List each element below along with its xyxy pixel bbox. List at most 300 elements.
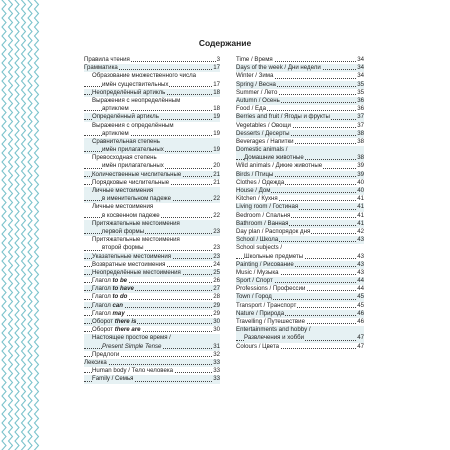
- toc-entry-label: [92, 220, 181, 228]
- toc-entry-text: Time / Время: [236, 56, 273, 63]
- toc-entry-text: Colours / Цвета: [236, 342, 280, 350]
- toc-entry-label: [92, 277, 128, 285]
- toc-entry-page: 34: [357, 56, 364, 63]
- toc-entry-page: 29: [213, 301, 220, 309]
- toc-entry-label: [102, 81, 169, 89]
- toc-entry-text: Winter / Зима: [236, 72, 274, 80]
- toc-entry-page: 41: [357, 211, 364, 219]
- toc-entry[interactable]: [236, 212, 364, 220]
- toc-entry[interactable]: [84, 277, 220, 285]
- toc-entry[interactable]: [236, 105, 364, 113]
- toc-entry-label: [102, 162, 165, 170]
- toc-entry-page: 40: [357, 178, 364, 186]
- toc-entry-text: Spring / Весна: [236, 80, 276, 88]
- toc-entry-text: имён прилагательных: [102, 146, 164, 154]
- toc-entry-text: Food / Еда: [236, 105, 266, 113]
- toc-entry-page: 47: [357, 342, 364, 350]
- toc-entry-label: [102, 244, 144, 252]
- toc-entry-page: 34: [357, 72, 364, 80]
- toc-entry-label: [92, 351, 120, 359]
- toc-entry-text: Оборот: [92, 326, 114, 334]
- toc-entry[interactable]: [236, 228, 364, 236]
- toc-entry-text: Глагол: [92, 309, 111, 317]
- toc-entry-page: 22: [213, 211, 220, 219]
- toc-entry-page: 35: [357, 88, 364, 96]
- toc-entry-text: Nature / Природа: [236, 309, 285, 317]
- toc-entry-text: Определённый артикль: [92, 113, 159, 121]
- toc-entry-text: Painting / Рисование: [236, 260, 294, 268]
- toc-entry-page: 18: [213, 105, 220, 113]
- toc-entry[interactable]: [84, 285, 220, 293]
- toc-entry-page: 43: [357, 268, 364, 276]
- toc-entry-text: в именительном падеже: [102, 195, 171, 203]
- toc-entry[interactable]: [84, 334, 220, 342]
- toc-entry-label: [236, 285, 306, 293]
- toc-entry-label: [92, 179, 170, 187]
- toc-entry-page: 45: [357, 293, 364, 301]
- toc-entry-text: Оборот: [92, 318, 114, 325]
- toc-entry-label: [92, 97, 181, 105]
- toc-entry-label: [92, 293, 128, 301]
- toc-entry-text: Entertainments and hobby /: [236, 326, 311, 334]
- toc-entry-label: [236, 162, 323, 170]
- toc-entry-label: [92, 138, 161, 146]
- toc-entry-text: Living room / Гостиная: [236, 203, 299, 211]
- toc-entry[interactable]: [236, 236, 364, 244]
- toc-entry-label: [236, 195, 279, 203]
- toc-entry-page: 47: [357, 334, 364, 342]
- toc-column-right: [236, 56, 364, 351]
- toc-entry-text: Порядковые числительные: [92, 178, 170, 186]
- toc-entry-page: 20: [213, 162, 220, 170]
- toc-entry-page: 39: [357, 170, 364, 178]
- toc-entry-keyword: to be: [112, 277, 128, 285]
- toc-entry[interactable]: [236, 326, 364, 334]
- toc-entry[interactable]: [236, 244, 364, 252]
- toc-entry-label: [236, 130, 291, 138]
- toc-entry-page: 17: [213, 64, 220, 72]
- toc-entry-page: 24: [213, 260, 220, 268]
- toc-entry-page: 43: [357, 252, 364, 260]
- toc-entry[interactable]: [236, 179, 364, 187]
- toc-entry-text: имён существительных: [102, 80, 169, 88]
- toc-entry-text: Возвратные местоимения: [92, 260, 166, 268]
- toc-entry-label: [102, 146, 165, 154]
- toc-entry-label: [236, 236, 279, 244]
- toc-entry-label: [236, 64, 322, 72]
- toc-entry-label: [92, 72, 197, 80]
- toc-entry[interactable]: [84, 97, 220, 105]
- toc-entry-text: артиклем: [102, 129, 129, 137]
- toc-entry-label: [92, 154, 158, 162]
- toc-entry-label: [236, 228, 311, 236]
- toc-entry-text: Summer / Лето: [236, 88, 278, 96]
- toc-entry[interactable]: [236, 146, 364, 154]
- toc-entry-page: 38: [357, 154, 364, 162]
- toc-entry[interactable]: [236, 253, 364, 261]
- toc-entry-page: 29: [213, 309, 220, 317]
- toc-entry-text: Bathroom / Ванная: [236, 219, 289, 227]
- toc-entry-text: Town / Город: [236, 293, 272, 301]
- toc-entry-label: [102, 343, 162, 351]
- toc-entry-text: Предлоги: [92, 350, 120, 358]
- toc-entry-label: [236, 72, 274, 80]
- toc-entry-label: [244, 334, 305, 342]
- toc-entry-page: 26: [213, 277, 220, 285]
- toc-entry-label: [92, 367, 174, 375]
- toc-entry-label: [92, 203, 154, 211]
- toc-entry-label: [236, 343, 280, 351]
- toc-entry[interactable]: [84, 122, 220, 130]
- toc-entry[interactable]: [84, 89, 220, 97]
- toc-entry-page: 21: [213, 178, 220, 186]
- toc-entry-label: [92, 253, 172, 261]
- toc-entry[interactable]: [236, 138, 364, 146]
- toc-entry-text: Неопределённый артикль: [92, 88, 166, 96]
- toc-entry-label: [236, 56, 274, 64]
- toc-entry-text: Music / Музыка: [236, 268, 279, 276]
- toc-entry-label: [92, 113, 160, 121]
- toc-entry-label: [92, 326, 142, 334]
- toc-entry[interactable]: [84, 269, 220, 277]
- toc-entry-text: имён прилагательных: [102, 162, 164, 170]
- toc-entry-text: House / Дом: [236, 187, 271, 194]
- toc-entry-label: [236, 97, 281, 105]
- toc-entry-label: [84, 64, 119, 72]
- toc-entry[interactable]: [236, 318, 364, 326]
- toc-entry[interactable]: [84, 359, 220, 367]
- toc-entry[interactable]: [84, 203, 220, 211]
- toc-entry-page: 19: [213, 146, 220, 154]
- toc-entry[interactable]: [84, 171, 220, 179]
- border-chevron-line: [28, 0, 32, 450]
- toc-entry-label: [92, 310, 126, 318]
- toc-entry-text: Desserts / Десерты: [236, 129, 290, 137]
- toc-entry-label: [236, 105, 267, 113]
- border-chevron-line: [9, 0, 13, 450]
- toc-entry[interactable]: [84, 162, 220, 170]
- toc-entry-text: Лексика: [84, 358, 107, 366]
- toc-entry-page: 19: [213, 129, 220, 137]
- toc-entry[interactable]: [84, 367, 220, 375]
- toc-entry-text: Количественные числительные: [92, 170, 182, 178]
- toc-entry[interactable]: [236, 195, 364, 203]
- toc-entry-label: [236, 179, 285, 187]
- toc-entry-text: Kitchen / Кухня: [236, 195, 278, 203]
- toc-entry-page: 43: [357, 260, 364, 268]
- toc-entry-text: Present Simple Tense: [102, 342, 162, 350]
- page-title: Содержание: [198, 38, 252, 48]
- toc-entry-label: [92, 236, 181, 244]
- toc-entry[interactable]: [236, 302, 364, 310]
- toc-entry-page: 37: [357, 121, 364, 129]
- toc-entry-label: [236, 203, 299, 211]
- toc-entry-text: Birds / Птицы: [236, 170, 274, 178]
- toc-entry[interactable]: [84, 220, 220, 228]
- toc-entry-keyword: to do: [112, 293, 128, 301]
- toc-entry-text: Притяжательные местоимения: [92, 219, 180, 227]
- toc-entry[interactable]: [236, 220, 364, 228]
- toc-entry[interactable]: [236, 285, 364, 293]
- toc-entry[interactable]: [236, 64, 364, 72]
- toc-entry-page: 33: [213, 375, 220, 383]
- toc-entry-text: School / Школа: [236, 236, 279, 244]
- toc-entry-page: 43: [357, 236, 364, 244]
- toc-entry[interactable]: [84, 81, 220, 89]
- toc-entry[interactable]: [236, 162, 364, 170]
- toc-entry-text: Глагол: [92, 285, 111, 293]
- toc-entry[interactable]: [84, 261, 220, 269]
- toc-entry-text: второй формы: [102, 244, 144, 252]
- toc-entry[interactable]: [236, 89, 364, 97]
- toc-entry[interactable]: [236, 154, 364, 162]
- toc-entry[interactable]: [84, 326, 220, 334]
- border-chevron-line: [2, 0, 6, 450]
- toc-entry-label: [236, 187, 271, 195]
- toc-entry-page: 41: [357, 195, 364, 203]
- toc-entry-page: 23: [213, 227, 220, 235]
- toc-entry-label: [92, 318, 137, 326]
- toc-entry-page: 35: [357, 80, 364, 88]
- toc-entry-keyword: can: [112, 301, 124, 309]
- toc-entry[interactable]: [84, 253, 220, 261]
- toc-entry-label: [236, 138, 295, 146]
- toc-entry-label: [236, 171, 274, 179]
- toc-column-left: [84, 56, 220, 384]
- toc-entry-label: [92, 122, 175, 130]
- toc-entry-page: 18: [213, 88, 220, 96]
- toc-entry[interactable]: [236, 113, 364, 121]
- toc-entry-page: 30: [213, 326, 220, 334]
- toc-entry-label: [92, 171, 182, 179]
- toc-entry[interactable]: [84, 212, 220, 220]
- toc-entry[interactable]: [236, 81, 364, 89]
- toc-entry-page: 45: [357, 301, 364, 309]
- toc-entry-label: [236, 244, 283, 252]
- toc-entry-page: 21: [213, 170, 220, 178]
- toc-entry[interactable]: [236, 97, 364, 105]
- toc-entry[interactable]: [84, 154, 220, 162]
- toc-entry-text: Превосходная степень: [92, 154, 157, 162]
- toc-entry[interactable]: [84, 343, 220, 351]
- toc-entry-page: 31: [213, 342, 220, 350]
- border-chevron-line: [22, 0, 26, 450]
- toc-entry-label: [102, 105, 130, 113]
- toc-entry-text: School subjects /: [236, 244, 283, 252]
- toc-entry-page: 33: [213, 358, 220, 366]
- toc-entry-text: Домашние животные: [244, 154, 304, 162]
- toc-entry-page: 33: [213, 367, 220, 375]
- toc-entry-text: Указательные местоимения: [92, 252, 172, 260]
- toc-entry-text: Сравнительная степень: [92, 137, 160, 145]
- toc-entry-page: 28: [213, 293, 220, 301]
- toc-entry[interactable]: [236, 56, 364, 64]
- toc-entry-label: [236, 293, 273, 301]
- toc-entry-label: [84, 56, 131, 64]
- toc-entry-text: Грамматика: [84, 64, 118, 72]
- toc-entry[interactable]: [84, 72, 220, 80]
- toc-entry-text: Правила чтения: [84, 56, 130, 63]
- toc-entry-text: Развлечения и хобби: [244, 334, 304, 342]
- toc-entry-text: Настоящее простое время /: [92, 334, 171, 342]
- toc-entry-text: артиклем: [102, 105, 129, 113]
- toc-entry[interactable]: [84, 179, 220, 187]
- toc-entry-page: 39: [357, 162, 364, 170]
- toc-entry-page: 27: [213, 285, 220, 293]
- toc-entry-text: Vegetables / Овощи: [236, 121, 291, 129]
- toc-entry-page: 44: [357, 277, 364, 285]
- toc-entry-text: Неопределённые местоимения: [92, 268, 181, 276]
- toc-entry-page: 19: [213, 113, 220, 121]
- toc-entry[interactable]: [84, 113, 220, 121]
- toc-entry[interactable]: [84, 195, 220, 203]
- toc-entry-label: [236, 212, 291, 220]
- toc-entry-page: 37: [357, 113, 364, 121]
- toc-entry-page: 23: [213, 252, 220, 260]
- toc-entry-text: Притяжательные местоимения: [92, 236, 180, 244]
- toc-entry-label: [244, 253, 304, 261]
- toc-entry-text: Autumn / Осень: [236, 96, 280, 104]
- toc-entry-page: 41: [357, 219, 364, 227]
- toc-entry[interactable]: [84, 375, 220, 383]
- toc-entry[interactable]: [84, 228, 220, 236]
- toc-entry-text: Выражения с неопределённым: [92, 96, 181, 104]
- toc-entry[interactable]: [236, 293, 364, 301]
- border-chevron-line: [15, 0, 19, 450]
- toc-entry-label: [236, 261, 295, 269]
- toc-entry-label: [236, 326, 312, 334]
- toc-entry-text: Образование множественного числа: [92, 72, 197, 80]
- toc-entry-page: 25: [213, 268, 220, 276]
- toc-entry-label: [92, 187, 154, 195]
- toc-entry-label: [92, 302, 124, 310]
- toc-entry[interactable]: [84, 318, 220, 326]
- toc-entry[interactable]: [236, 122, 364, 130]
- toc-entry[interactable]: [84, 138, 220, 146]
- toc-entry-label: [92, 334, 172, 342]
- toc-entry[interactable]: [236, 203, 364, 211]
- toc-entry-page: 30: [213, 318, 220, 325]
- toc-entry-text: Личные местоимения: [92, 203, 154, 211]
- toc-entry-label: [236, 146, 288, 154]
- toc-entry-text: Глагол: [92, 293, 111, 301]
- toc-entry-text: Sport / Спорт: [236, 277, 273, 285]
- toc-entry-page: 34: [357, 64, 364, 72]
- toc-entry[interactable]: [84, 187, 220, 195]
- toc-entry-label: [102, 228, 145, 236]
- toc-entry-text: Личные местоимения: [92, 187, 154, 194]
- toc-entry[interactable]: [236, 310, 364, 318]
- toc-entry[interactable]: [236, 343, 364, 351]
- toc-entry-text: Domestic animals /: [236, 146, 288, 154]
- toc-entry-page: 32: [213, 350, 220, 358]
- toc-entry-page: 23: [213, 244, 220, 252]
- toc-entry-page: 40: [357, 187, 364, 194]
- toc-entry-page: 38: [357, 129, 364, 137]
- toc-entry[interactable]: [236, 277, 364, 285]
- toc-entry[interactable]: [236, 269, 364, 277]
- toc-entry[interactable]: [84, 130, 220, 138]
- toc-entry[interactable]: [84, 236, 220, 244]
- toc-entry-label: [236, 113, 331, 121]
- toc-entry-label: [92, 269, 182, 277]
- toc-entry[interactable]: [84, 293, 220, 301]
- toc-entry-text: Глагол: [92, 277, 111, 285]
- toc-entry-keyword: there are: [114, 326, 141, 334]
- toc-entry-text: первой формы: [102, 227, 145, 235]
- toc-entry[interactable]: [236, 171, 364, 179]
- toc-entry[interactable]: [84, 351, 220, 359]
- toc-entry[interactable]: [84, 105, 220, 113]
- toc-entry-page: 44: [357, 285, 364, 293]
- toc-entry-page: 46: [357, 309, 364, 317]
- toc-entry[interactable]: [236, 72, 364, 80]
- toc-entry-label: [236, 81, 277, 89]
- toc-entry[interactable]: [236, 187, 364, 195]
- toc-entry-text: Family / Семья: [92, 375, 134, 383]
- toc-entry-page: 36: [357, 105, 364, 113]
- toc-entry-text: Transport / Транспорт: [236, 301, 297, 309]
- toc-entry-text: Beverages / Напитки: [236, 137, 294, 145]
- toc-entry-label: [236, 122, 292, 130]
- toc-entry-label: [236, 310, 285, 318]
- toc-entry[interactable]: [84, 310, 220, 318]
- toc-entry-text: Школьные предметы: [244, 252, 304, 260]
- toc-entry[interactable]: [84, 244, 220, 252]
- decorative-border: [0, 0, 40, 450]
- toc-entry-label: [102, 195, 172, 203]
- border-chevron-line: [35, 0, 39, 450]
- toc-entry-page: 22: [213, 195, 220, 203]
- toc-entry-label: [92, 89, 166, 97]
- toc-entry-keyword: may: [112, 309, 125, 317]
- toc-entry-label: [92, 285, 135, 293]
- toc-entry-page: 3: [216, 56, 220, 63]
- toc-entry[interactable]: [84, 146, 220, 154]
- toc-entry-label: [236, 302, 297, 310]
- toc-entry-label: [102, 130, 130, 138]
- toc-entry-page: 42: [357, 227, 364, 235]
- toc-entry-page: 38: [357, 137, 364, 145]
- toc-entry-label: [236, 220, 289, 228]
- toc-entry[interactable]: [236, 130, 364, 138]
- toc-entry-label: [92, 375, 134, 383]
- toc-entry-label: [236, 89, 278, 97]
- toc-entry-text: Human body / Тело человека: [92, 367, 174, 375]
- toc-entry-text: в косвенном падеже: [102, 211, 160, 219]
- toc-entry-text: Day plan / Распорядок дня: [236, 227, 311, 235]
- toc-entry-page: 36: [357, 96, 364, 104]
- toc-entry[interactable]: [84, 56, 220, 64]
- toc-entry[interactable]: [84, 64, 220, 72]
- toc-entry[interactable]: [84, 302, 220, 310]
- toc-entry[interactable]: [236, 334, 364, 342]
- toc-entry-keyword: there is: [114, 318, 137, 325]
- toc-entry-page: 46: [357, 318, 364, 325]
- toc-entry-text: Travelling / Путешествие: [236, 318, 305, 325]
- toc-entry-text: Выражения с определённым: [92, 121, 174, 129]
- toc-entry-text: Clothes / Одежда: [236, 178, 285, 186]
- toc-entry-text: Wild animals / Дикие животные: [236, 162, 323, 170]
- toc-entry-keyword: to have: [112, 285, 134, 293]
- toc-entry-label: [236, 269, 280, 277]
- toc-entry-label: [92, 261, 166, 269]
- toc-entry-text: Bedroom / Спальня: [236, 211, 291, 219]
- toc-entry-text: Professions / Профессии: [236, 285, 306, 293]
- toc-entry-label: [84, 359, 108, 367]
- toc-entry[interactable]: [236, 261, 364, 269]
- toc-entry-page: 41: [357, 203, 364, 211]
